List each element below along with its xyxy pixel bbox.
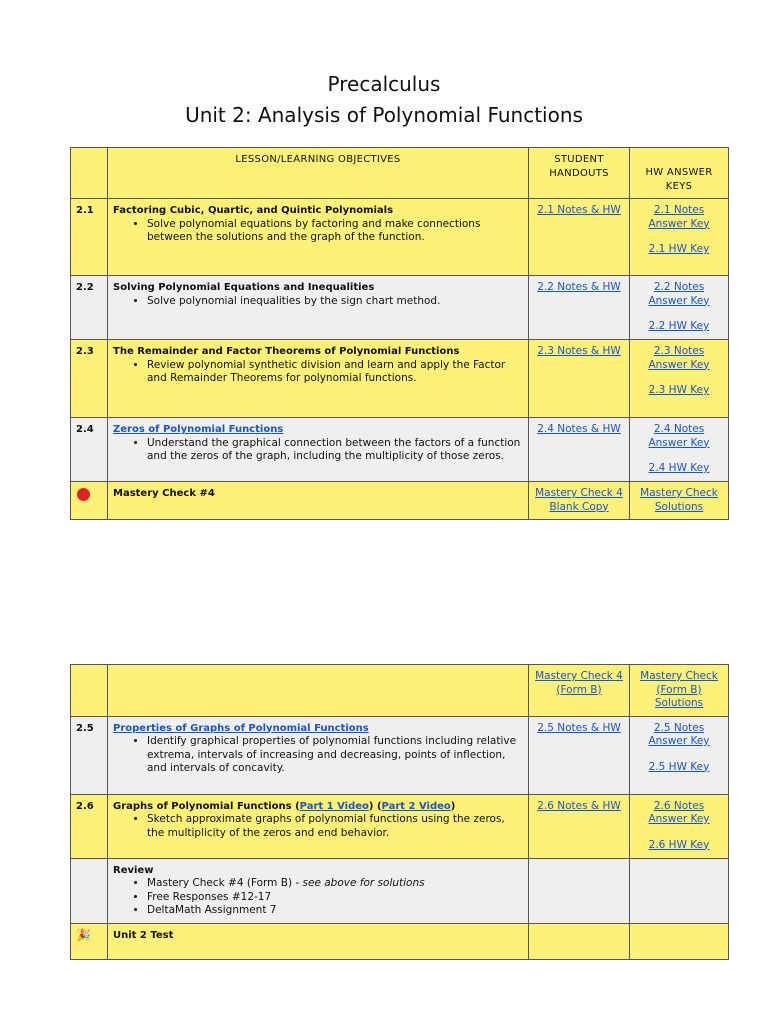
keys-cell (630, 418, 729, 482)
review-cell (108, 858, 529, 923)
lesson-cell (108, 716, 529, 794)
review-item (147, 877, 523, 891)
part-1-video-link[interactable]: Part 1 Video (299, 800, 369, 812)
notes-answer-key-link[interactable]: 2.2 Notes Answer Key (648, 281, 710, 307)
review-list (113, 877, 523, 918)
mastery-form-b-link[interactable]: Mastery Check 4 (Form B) (535, 670, 623, 696)
objective-list (113, 437, 523, 464)
hw-key-link[interactable]: 2.5 HW Key (648, 760, 710, 773)
handout-cell (529, 418, 630, 482)
page-subtitle: Unit 2: Analysis of Polynomial Functions (185, 103, 583, 127)
mastery-check-row (71, 482, 729, 520)
lesson-title-link[interactable]: Zeros of Polynomial Functions (113, 424, 284, 435)
mastery-icon-cell (71, 482, 108, 520)
review-item: • DeltaMath Assignment 7 (147, 904, 523, 918)
objective-list (113, 813, 523, 840)
handout-cell (529, 276, 630, 340)
objective-item: • Identify graphical properties of polynomial functions including relative extrema, intervals of increasing and decreasing, points of inflection, and intervals of concavity. (147, 735, 523, 776)
objective-list (113, 359, 523, 386)
empty-cell (529, 923, 630, 959)
mastery-solutions-link[interactable]: Mastery Check Solutions (640, 487, 718, 513)
handout-cell (529, 199, 630, 276)
lesson-title-end: ) (450, 800, 456, 812)
part-2-video-link[interactable]: Part 2 Video (381, 800, 451, 812)
notes-hw-link[interactable]: 2.2 Notes & HW (537, 281, 621, 293)
mastery-title: Mastery Check #4 (108, 482, 529, 520)
handout-cell (529, 716, 630, 794)
header-objectives: LESSON/LEARNING OBJECTIVES (108, 148, 529, 199)
mastery-form-b-row (71, 665, 729, 717)
page-title: Precalculus (327, 72, 441, 96)
keys-cell (630, 482, 729, 520)
lesson-title-sep: ) ( (368, 800, 382, 812)
lesson-title-link[interactable]: Properties of Graphs of Polynomial Functions (113, 722, 369, 734)
notes-hw-link[interactable]: 2.6 Notes & HW (537, 799, 621, 812)
party-popper-icon: 🎉 (76, 927, 91, 942)
objective-list (113, 218, 523, 245)
unit-test-title: Unit 2 Test (108, 923, 529, 959)
table-header-row (71, 148, 729, 199)
handout-cell (529, 794, 630, 858)
hw-key-link[interactable]: 2.3 HW Key (648, 384, 710, 396)
lesson-row-2-3 (71, 340, 729, 418)
hw-key-link[interactable]: 2.4 HW Key (648, 462, 710, 474)
keys-cell (630, 665, 729, 717)
review-row (71, 858, 729, 923)
notes-answer-key-link[interactable]: 2.3 Notes Answer Key (648, 345, 710, 371)
hw-key-link[interactable]: 2.1 HW Key (648, 243, 710, 255)
lesson-title (113, 423, 523, 437)
header-number-cell (71, 148, 108, 199)
objective-item: • Sketch approximate graphs of polynomial functions using the zeros, the multiplicity of the zeros and end behavior. (147, 813, 523, 840)
empty-cell (529, 858, 630, 923)
lesson-title: Factoring Cubic, Quartic, and Quintic Polynomials (113, 205, 394, 216)
handout-cell (529, 482, 630, 520)
keys-cell (630, 340, 729, 418)
handout-cell (529, 665, 630, 717)
notes-answer-key-link[interactable]: 2.5 Notes Answer Key (648, 721, 710, 747)
objective-item: • Review polynomial synthetic division and learn and apply the Factor and Remainder Theorems for polynomial functions. (147, 359, 523, 386)
lesson-number: 2.4 (71, 418, 108, 482)
review-item-note: see above for solutions (302, 877, 425, 889)
lesson-title (113, 800, 523, 814)
review-item: • Free Responses #12-17 (147, 891, 523, 905)
lesson-title: The Remainder and Factor Theorems of Polynomial Functions (113, 346, 460, 357)
review-title: Review (113, 864, 154, 876)
lesson-row-2-1 (71, 199, 729, 276)
lesson-cell (108, 340, 529, 418)
lesson-number: 2.2 (71, 276, 108, 340)
lessons-table-2 (70, 664, 729, 960)
notes-hw-link[interactable]: 2.4 Notes & HW (537, 423, 621, 435)
empty-cell (71, 858, 108, 923)
lesson-cell (108, 794, 529, 858)
lesson-cell (108, 418, 529, 482)
lesson-number: 2.6 (71, 794, 108, 858)
keys-cell (630, 199, 729, 276)
lesson-number: 2.1 (71, 199, 108, 276)
lesson-row-2-6 (71, 794, 729, 858)
objective-item: • Solve polynomial equations by factoring and make connections between the solutions and the graph of the function. (147, 218, 523, 245)
handout-cell (529, 340, 630, 418)
lesson-row-2-2 (71, 276, 729, 340)
lesson-number: 2.5 (71, 716, 108, 794)
empty-cell (71, 665, 108, 717)
header-handouts-label: STUDENT HANDOUTS (549, 154, 609, 179)
mastery-form-b-solutions-link[interactable]: Mastery Check (Form B) Solutions (640, 670, 718, 709)
empty-cell (108, 665, 529, 717)
lessons-table-1 (70, 147, 729, 520)
objective-list (113, 735, 523, 776)
lesson-title (113, 722, 523, 736)
keys-cell (630, 794, 729, 858)
lesson-number: 2.3 (71, 340, 108, 418)
notes-answer-key-link[interactable]: 2.6 Notes Answer Key (648, 799, 710, 825)
keys-cell (630, 276, 729, 340)
lesson-title-text: Graphs of Polynomial Functions ( (113, 800, 300, 812)
lesson-row-2-4 (71, 418, 729, 482)
notes-hw-link[interactable]: 2.5 Notes & HW (537, 721, 621, 734)
lesson-row-2-5 (71, 716, 729, 794)
keys-cell (630, 716, 729, 794)
empty-cell (630, 858, 729, 923)
mastery-blank-copy-link[interactable]: Mastery Check 4 Blank Copy (535, 487, 623, 513)
test-icon-cell (71, 923, 108, 959)
header-keys-label: HW ANSWER KEYS (645, 167, 713, 192)
hw-key-link[interactable]: 2.2 HW Key (648, 320, 710, 332)
unit-test-row (71, 923, 729, 959)
lesson-title: Solving Polynomial Equations and Inequalities (113, 282, 375, 293)
objective-list (113, 295, 523, 309)
empty-cell (630, 923, 729, 959)
header-keys (630, 148, 729, 199)
header-handouts (529, 148, 630, 199)
notes-answer-key-link[interactable]: 2.1 Notes Answer Key (648, 204, 710, 230)
review-item-text: Mastery Check #4 (Form B) - (147, 877, 303, 889)
lesson-cell (108, 276, 529, 340)
notes-hw-link[interactable]: 2.3 Notes & HW (537, 345, 621, 357)
lesson-cell (108, 199, 529, 276)
notes-hw-link[interactable]: 2.1 Notes & HW (537, 204, 621, 216)
objective-item: • Solve polynomial inequalities by the sign chart method. (147, 295, 523, 309)
red-circle-icon (77, 488, 90, 501)
hw-key-link[interactable]: 2.6 HW Key (648, 838, 710, 851)
objective-item: • Understand the graphical connection between the factors of a function and the zeros of the graph, including the multiplicity of those zeros. (147, 437, 523, 464)
notes-answer-key-link[interactable]: 2.4 Notes Answer Key (648, 423, 710, 449)
